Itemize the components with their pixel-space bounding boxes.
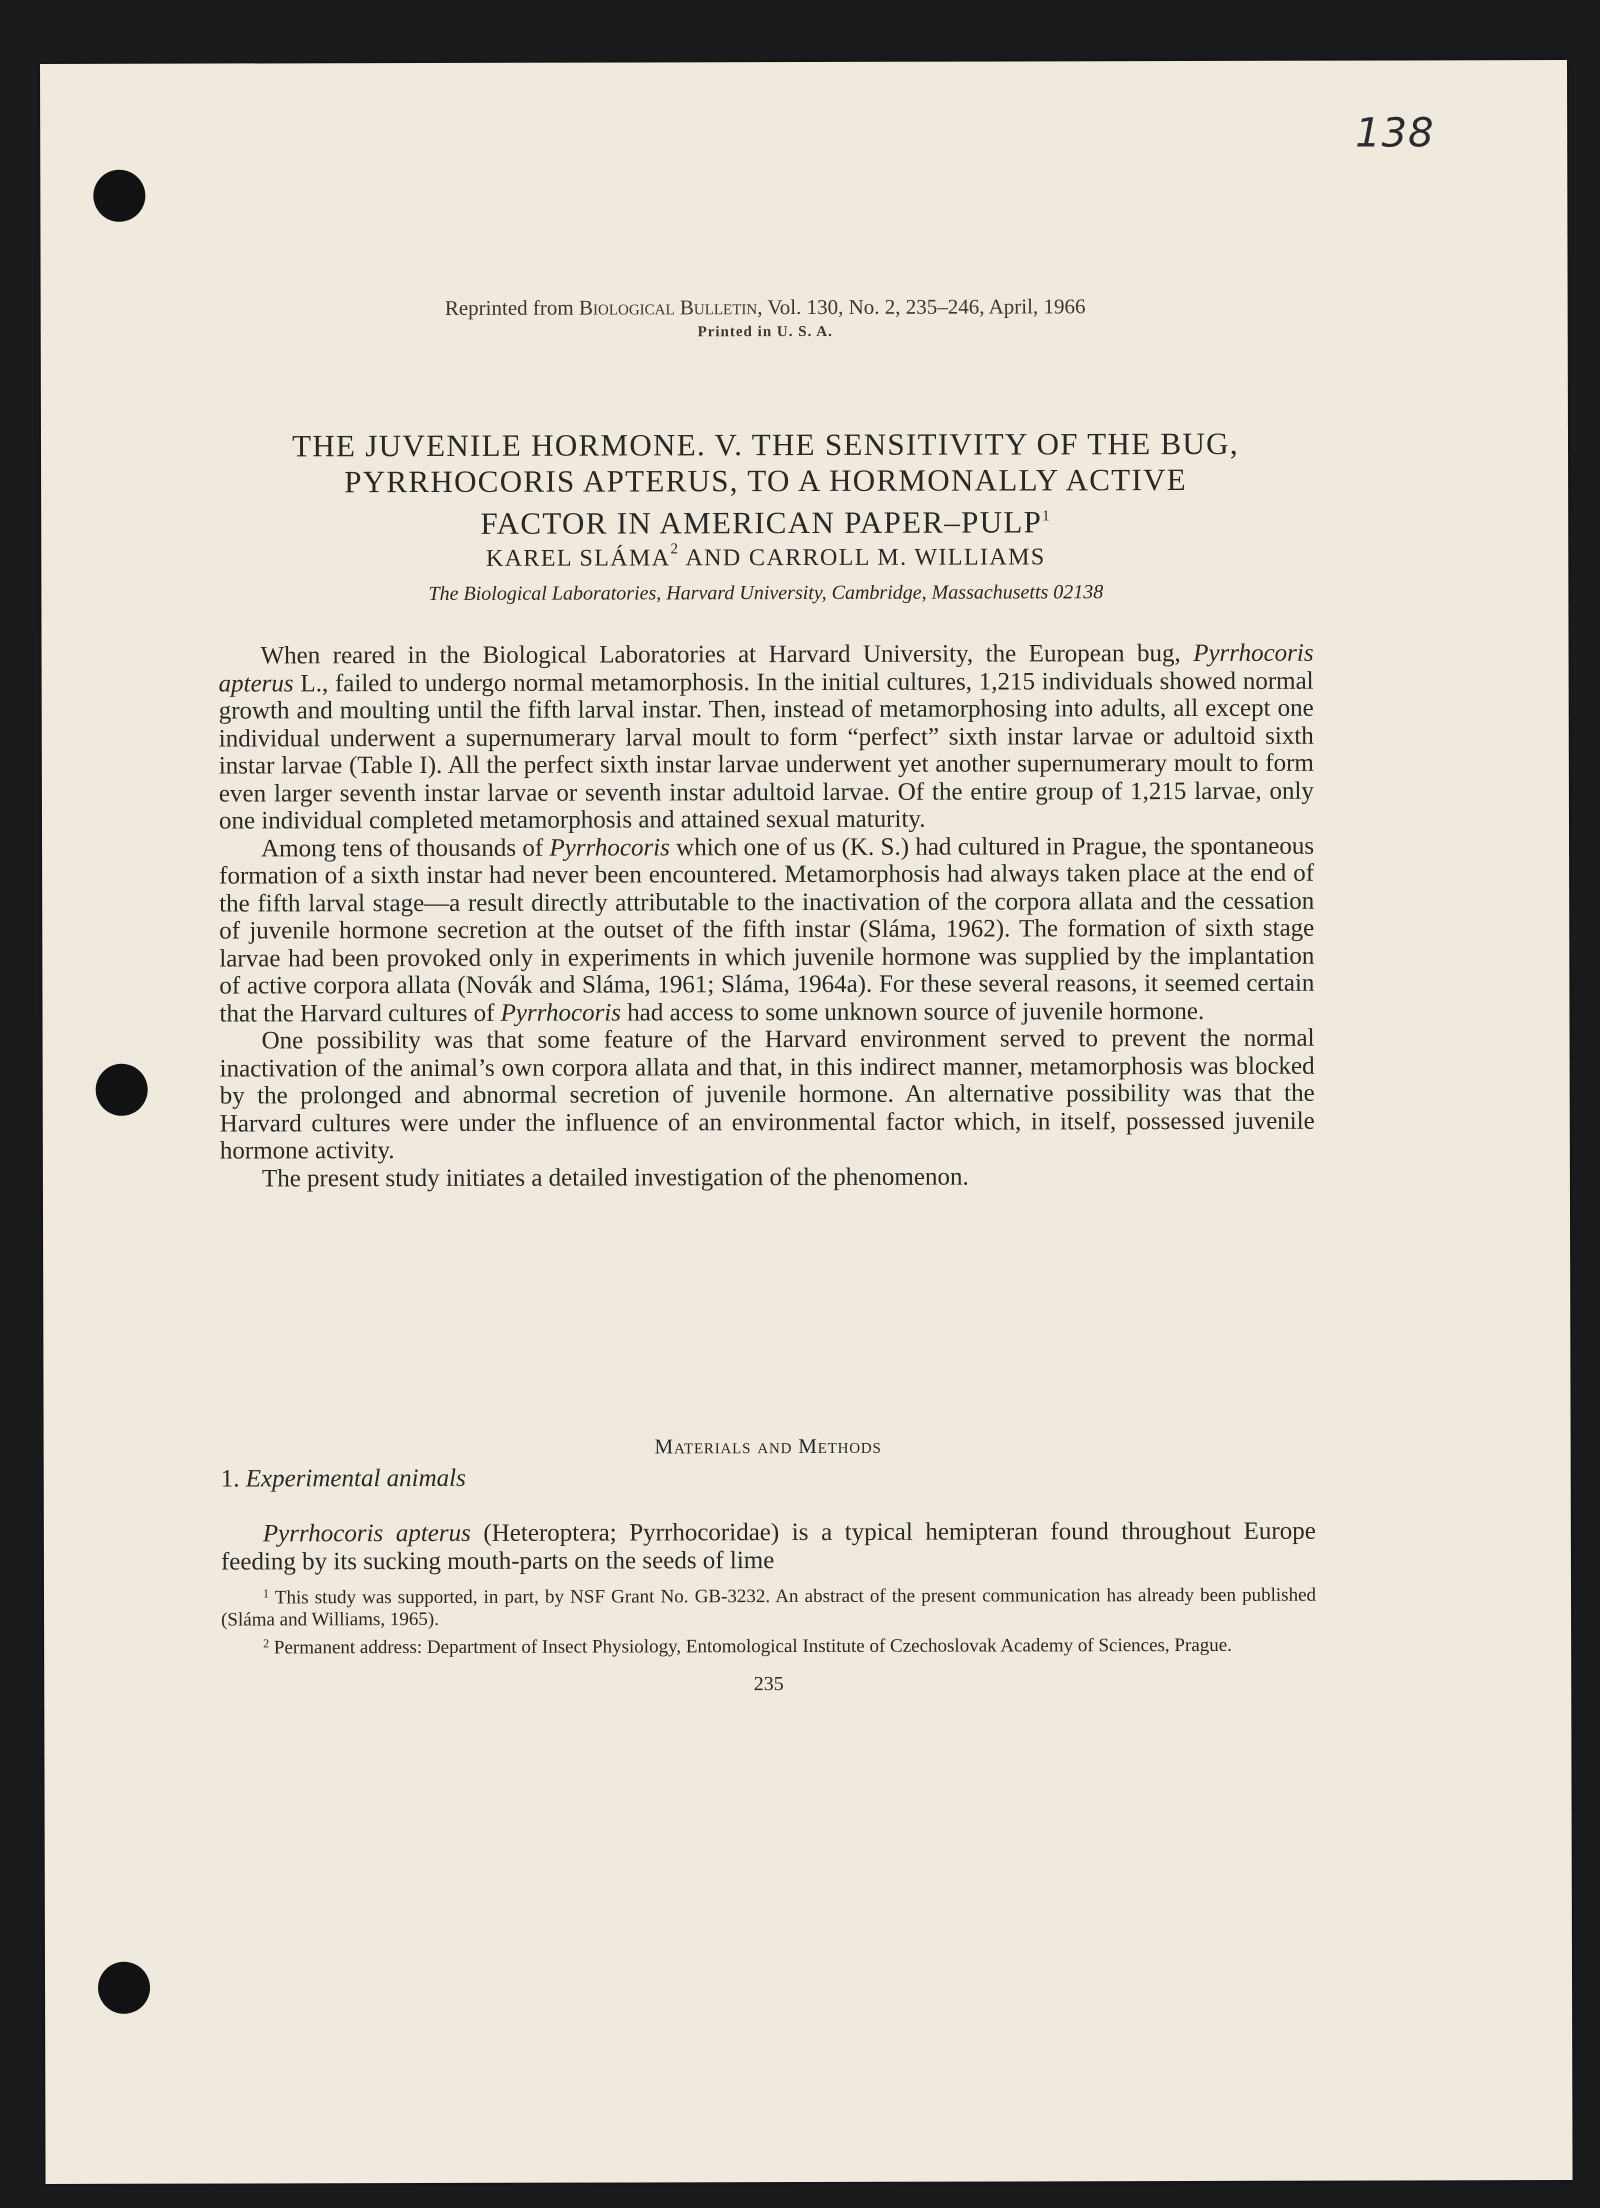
reprint-suffix: , Vol. 130, No. 2, 235–246, April, 1966 <box>757 294 1086 320</box>
page-number: 235 <box>753 1673 784 1696</box>
p2-genus-2: Pyrrhocoris <box>500 998 622 1027</box>
footnote-1-text: This study was supported, in part, by NSF Grant No. GB-3232. An abstract of the present communication has already been published (Sláma and Williams, 1965). <box>221 1584 1317 1631</box>
binder-hole-bottom <box>98 1962 150 2014</box>
paragraph-2 <box>219 832 1315 1027</box>
handwritten-page-number: 138 <box>1355 110 1435 157</box>
binder-hole-middle <box>96 1064 148 1116</box>
p5-text: (Heteroptera; Pyrrhocoridae) is a typical hemipteran found throughout Europe feeding by its sucking mouth-parts on the seeds of lime <box>220 1517 1316 1576</box>
title-line-3 <box>218 498 1313 543</box>
paragraph-5 <box>221 1518 1316 1577</box>
footnotes <box>221 1580 1316 1661</box>
footnote-1-mark: 1 <box>262 1586 270 1601</box>
paragraph-1 <box>219 640 1315 835</box>
footnote-2-text: Permanent address: Department of Insect Physiology, Entomological Institute of Czechoslovak Academy of Sciences, Prague. <box>269 1634 1232 1659</box>
footnote-2-mark: 2 <box>263 1636 270 1651</box>
footnote-1 <box>221 1580 1316 1632</box>
author-1: KAREL SLÁMA <box>485 545 671 572</box>
binder-hole-top <box>93 170 145 222</box>
methods-body <box>221 1518 1316 1577</box>
intro-body <box>219 640 1315 1193</box>
subsection-title: Experimental animals <box>245 1464 466 1493</box>
subsection-number: 1. <box>220 1465 246 1493</box>
p2-text-a: Among tens of thousands of <box>261 834 550 862</box>
article-content <box>217 61 1317 1696</box>
paragraph-4: The present study initiates a detailed investigation of the phenomenon. <box>261 1163 969 1192</box>
reprint-prefix: Reprinted from <box>444 295 579 320</box>
p1-species: Pyrrhocoris apterus <box>218 639 1314 698</box>
p1-text-a: When reared in the Biological Laboratories at Harvard University, the European bug, <box>260 639 1194 670</box>
reprint-line <box>218 294 1313 322</box>
paper-page <box>40 60 1573 2184</box>
p2-text-b: which one of us (K. S.) had cultured in Prague, the spontaneous formation of a sixth instar had never been encountered. Metamorphosis had always taken place at the end of the fifth larval stage—a result directly attributable to the inactivation of the corpora allata and the cessation of juvenile hormone secretion at the outset of the fifth instar (Sláma, 1962). The formation of sixth stage larvae had been provoked only in experiments in which juvenile hormone was supplied by the implantation of active corpora allata (Novák and Sláma, 1961; Sláma, 1964a). For these several reasons, it seemed certain that the Harvard cultures of <box>219 832 1315 1028</box>
p5-species: Pyrrhocoris apterus <box>262 1519 471 1548</box>
authors-line <box>218 540 1313 574</box>
author-1-footnote-mark: 2 <box>670 541 680 558</box>
footnote-2 <box>221 1630 1316 1660</box>
title-line-2: PYRRHOCORIS APTERUS, TO A HORMONALLY ACTIVE <box>344 461 1188 500</box>
author-2: AND CARROLL M. WILLIAMS <box>679 544 1046 572</box>
p2-genus-1: Pyrrhocoris <box>549 833 670 862</box>
article-title <box>218 426 1313 543</box>
section-heading: Materials and Methods <box>654 1433 882 1459</box>
subsection-heading <box>221 1465 466 1494</box>
affiliation: The Biological Laboratories, Harvard University, Cambridge, Massachusetts 02138 <box>428 581 1104 605</box>
paragraph-3: One possibility was that some feature of the Harvard environment served to prevent the normal inactivation of the animal’s own corpora allata and that, in this indirect manner, metamorphosis was blocked by the prolonged and abnormal secretion of juvenile hormone. An alternative possibility was that the Harvard cultures were under the influence of an environmental factor which, in itself, possessed juvenile hormone activity. <box>219 1024 1315 1165</box>
p1-text-b: L., failed to undergo normal metamorphosis. In the initial cultures, 1,215 individuals showed normal growth and moulting until the fifth larval instar. Then, instead of metamorphosing into adults, all except one individual underwent a supernumerary larval moult to form “perfect” sixth instar larvae or adultoid sixth instar larvae (Table I). All the perfect sixth instar larvae underwent yet another supernumerary moult to form even larger seventh instar larvae or seventh instar adultoid larvae. Of the entire group of 1,215 larvae, only one individual completed metamorphosis and attained sexual maturity. <box>218 667 1314 835</box>
title-line-1: THE JUVENILE HORMONE. V. THE SENSITIVITY OF THE BUG, <box>292 425 1239 464</box>
p2-text-c: had access to some unknown source of juvenile hormone. <box>620 997 1205 1026</box>
journal-name: Biological Bulletin <box>578 295 758 320</box>
printed-in-line: Printed in U. S. A. <box>697 323 833 341</box>
title-footnote-mark: 1 <box>1042 508 1051 525</box>
title-line-3-text: FACTOR IN AMERICAN PAPER–PULP <box>480 504 1043 541</box>
